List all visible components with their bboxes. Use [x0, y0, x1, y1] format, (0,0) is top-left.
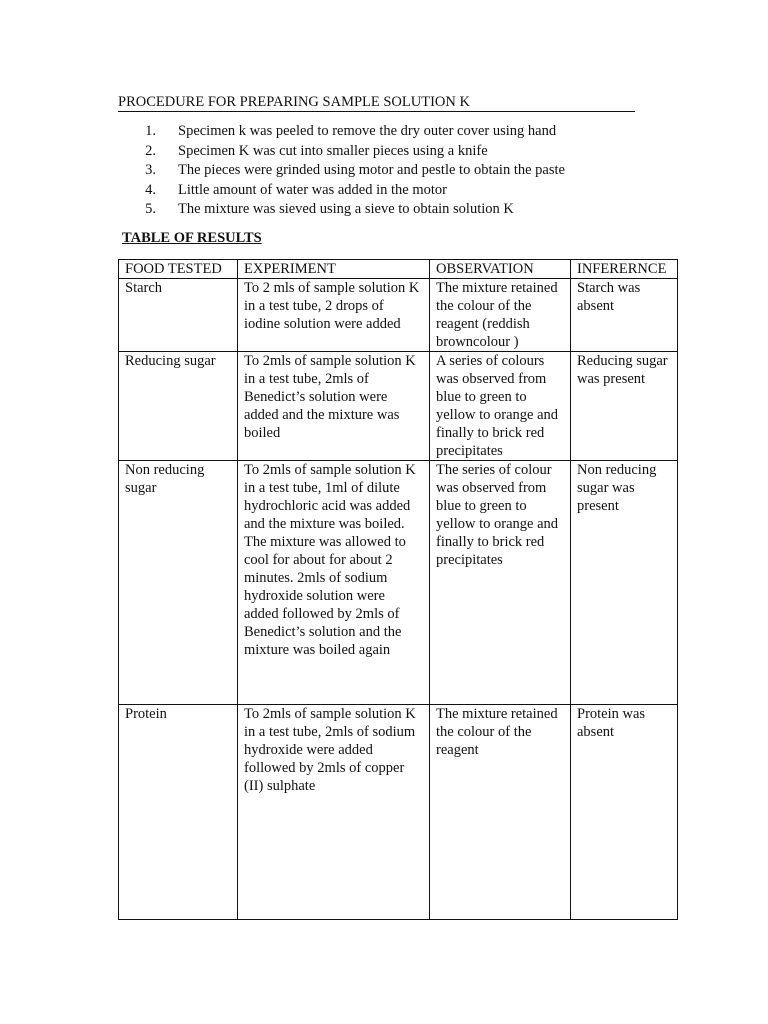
procedure-step: [118, 142, 565, 162]
table-title: TABLE OF RESULTS: [122, 230, 262, 246]
cell-observation: A series of colours was observed from blue to green to yellow to orange and finally to brick red precipitates: [430, 352, 571, 461]
procedure-step: [118, 200, 565, 220]
table-row: [119, 279, 678, 352]
procedure-step: [118, 181, 565, 201]
cell-inference: Reducing sugar was present: [571, 352, 678, 461]
cell-observation: The mixture retained the colour of the reagent: [430, 705, 571, 920]
cell-experiment: To 2mls of sample solution K in a test tube, 1ml of dilute hydrochloric acid was added and the mixture was boiled. The mixture was allowed to cool for about for about 2 minutes. 2mls of sodium hydroxide solution were added followed by 2mls of Benedict’s solution and the mixture was boiled again: [238, 461, 430, 705]
step-number: 1.: [145, 123, 156, 139]
table-row: [119, 352, 678, 461]
procedure-heading: PROCEDURE FOR PREPARING SAMPLE SOLUTION K: [118, 94, 635, 112]
cell-experiment: To 2 mls of sample solution K in a test tube, 2 drops of iodine solution were added: [238, 279, 430, 352]
cell-food: Starch: [119, 279, 238, 352]
table-header-row: [119, 260, 678, 279]
procedure-step: [118, 161, 565, 181]
table-row: [119, 705, 678, 920]
step-number: 2.: [145, 142, 156, 159]
step-text: Specimen K was cut into smaller pieces using a knife: [178, 142, 488, 159]
step-text: Specimen k was peeled to remove the dry outer cover using hand: [178, 123, 557, 139]
cell-experiment: To 2mls of sample solution K in a test tube, 2mls of Benedict’s solution were added and the mixture was boiled: [238, 352, 430, 461]
cell-food: Non reducing sugar: [119, 461, 238, 705]
procedure-steps-list: [118, 122, 565, 220]
header-food-tested: FOOD TESTED: [119, 260, 238, 279]
table-row: [119, 461, 678, 705]
cell-food: Protein: [119, 705, 238, 920]
header-observation: OBSERVATION: [430, 260, 571, 279]
results-table: [118, 259, 678, 920]
header-experiment: EXPERIMENT: [238, 260, 430, 279]
step-text: Little amount of water was added in the motor: [178, 181, 447, 198]
cell-observation: The series of colour was observed from blue to green to yellow to orange and finally to brick red precipitates: [430, 461, 571, 705]
step-number: 4.: [145, 181, 156, 198]
cell-food: Reducing sugar: [119, 352, 238, 461]
step-number: 5.: [145, 201, 156, 217]
step-number: 3.: [145, 162, 156, 178]
step-text: The mixture was sieved using a sieve to obtain solution K: [178, 201, 514, 217]
step-text: The pieces were grinded using motor and pestle to obtain the paste: [178, 162, 565, 178]
cell-inference: Protein was absent: [571, 705, 678, 920]
cell-experiment: To 2mls of sample solution K in a test tube, 2mls of sodium hydroxide were added followed by 2mls of copper (II) sulphate: [238, 705, 430, 920]
cell-inference: Starch was absent: [571, 279, 678, 352]
header-inference: INFERERNCE: [571, 260, 678, 279]
procedure-step: [118, 122, 565, 142]
cell-inference: Non reducing sugar was present: [571, 461, 678, 705]
cell-observation: The mixture retained the colour of the reagent (reddish browncolour ): [430, 279, 571, 352]
